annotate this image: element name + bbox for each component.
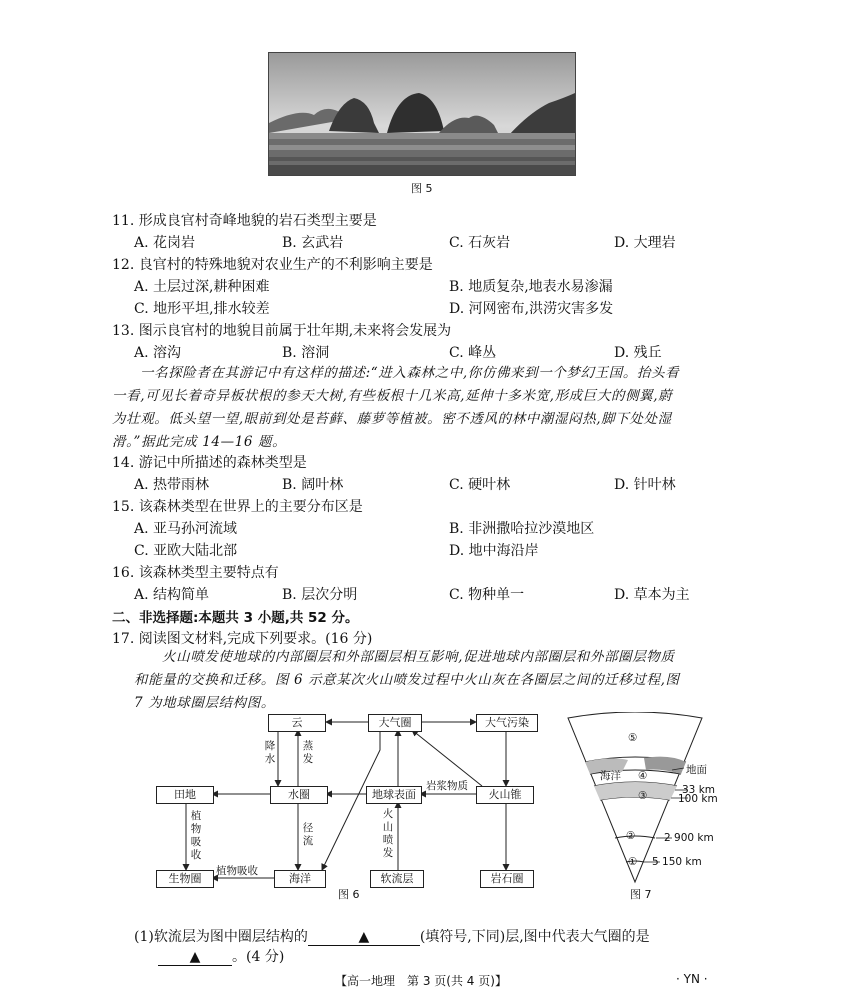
layer-4-label: ④ [638,770,648,782]
question-14-stem: 14. 游记中所描述的森林类型是 [112,455,307,471]
answer-blank-2[interactable]: ▲ [158,949,232,966]
q14-option-b: B. 阔叶林 [282,477,344,493]
box-earth-surface: 地球表面 [366,786,422,804]
passage-line: 和能量的交换和迁移。图 6 示意某次火山喷发过程中火山灰在各圈层之间的迁移过程,图 [134,672,680,688]
label-magma: 岩浆物质 [426,780,468,792]
question-16-stem: 16. 该森林类型主要特点有 [112,565,279,581]
label-runoff: 径流 [302,822,314,847]
q15-option-b: B. 非洲撒哈拉沙漠地区 [449,521,595,537]
label-evaporation: 蒸发 [302,740,314,765]
q11-option-a: A. 花岗岩 [134,235,196,251]
q12-option-b: B. 地质复杂,地表水易渗漏 [449,279,613,295]
q17-sub1-line2 [158,946,284,966]
figure5-photo [268,52,576,176]
q13-option-b: B. 溶洞 [282,345,330,361]
passage-line: 7 为地球圈层结构图。 [134,695,275,711]
q17-sub1-text-a: (1)软流层为图中圈层结构的 [134,929,308,945]
box-volcanic-cone: 火山锥 [476,786,534,804]
depth-5150: 5 150 km [652,856,702,868]
answer-blank-1[interactable]: ▲ [308,929,420,946]
label-eruption: 火山喷发 [382,808,394,859]
figure7-diagram [560,712,720,892]
passage-line: 一名探险者在其游记中有这样的描述:“进入森林之中,你仿佛来到一个梦幻王国。抬头看 [140,365,680,381]
q12-option-d: D. 河网密布,洪涝灾害多发 [449,301,614,317]
page-footer [0,972,842,989]
section-2-title: 二、非选择题:本题共 3 小题,共 52 分。 [112,610,359,626]
figure5-caption: 图 5 [411,182,433,195]
q15-option-a: A. 亚马孙河流域 [134,521,238,537]
box-ocean: 海洋 [274,870,326,888]
box-atmosphere: 大气圈 [368,714,422,732]
layer-2-label: ② [626,830,636,842]
figure6-caption: 图 6 [338,888,360,901]
passage-volcano [134,646,720,715]
question-12-stem: 12. 良官村的特殊地貌对农业生产的不利影响主要是 [112,257,433,273]
q12-option-c: C. 地形平坦,排水较差 [134,301,270,317]
figure6-diagram [150,710,550,900]
box-farmland: 田地 [156,786,214,804]
passage-line: 一看,可见长着奇异板状根的参天大树,有些板根十几米高,延伸十多米宽,形成巨大的侧翼,蔚 [112,388,673,404]
q16-option-c: C. 物种单一 [449,587,525,603]
box-air-pollution: 大气污染 [476,714,538,732]
karst-landscape-image [269,53,575,175]
q16-option-d: D. 草本为主 [614,587,690,603]
q17-sub1-text-b: (填符号,下同)层,图中代表大气圈的是 [419,929,650,945]
depth-2900: 2 900 km [664,832,714,844]
passage-line: 为壮观。低头望一望,眼前到处是苔藓、藤萝等植被。密不透风的林中潮湿闷热,脚下处处湿 [112,411,672,427]
q12-option-a: A. 土层过深,耕种困难 [134,279,270,295]
passage-line: 火山喷发使地球的内部圈层和外部圈层相互影响,促进地球内部圈层和外部圈层物质 [162,649,675,665]
question-15-stem: 15. 该森林类型在世界上的主要分布区是 [112,499,363,515]
q17-sub1-line1 [134,926,650,946]
figure7-caption: 图 7 [630,888,652,901]
q11-option-c: C. 石灰岩 [449,235,511,251]
q16-option-a: A. 结构简单 [134,587,210,603]
label-plant-absorb-vertical: 植物吸收 [190,810,202,861]
ocean-label: 海洋 [600,770,621,782]
question-11-stem: 11. 形成良官村奇峰地貌的岩石类型主要是 [112,213,377,229]
label-precipitation: 降水 [264,740,276,765]
q15-option-c: C. 亚欧大陆北部 [134,543,238,559]
q13-option-c: C. 峰丛 [449,345,497,361]
footer-code: · YN · [676,972,708,986]
question-17-stem: 17. 阅读图文材料,完成下列要求。(16 分) [112,631,373,647]
q16-option-b: B. 层次分明 [282,587,358,603]
question-13-stem: 13. 图示良官村的地貌目前属于壮年期,未来将会发展为 [112,323,452,339]
box-lithosphere: 岩石圈 [480,870,534,888]
label-plant-absorb-horizontal: 植物吸收 [216,865,258,877]
box-biosphere: 生物圈 [156,870,214,888]
q13-option-d: D. 残丘 [614,345,662,361]
depth-100: 100 km [678,793,718,805]
q13-option-a: A. 溶沟 [134,345,182,361]
q11-option-d: D. 大理岩 [614,235,676,251]
q15-option-d: D. 地中海沿岸 [449,543,539,559]
q14-option-a: A. 热带雨林 [134,477,210,493]
q14-option-c: C. 硬叶林 [449,477,511,493]
box-hydrosphere: 水圈 [270,786,328,804]
depth-33: 33 km [682,784,716,796]
layer-5-label: ⑤ [628,732,638,744]
passage-forest [112,362,718,454]
layer-3-label: ③ [638,790,648,802]
box-asthenosphere: 软流层 [370,870,424,888]
q11-option-b: B. 玄武岩 [282,235,344,251]
layer-1-label: ① [628,856,638,868]
footer-page-info: 【高一地理 第 3 页(共 4 页)】 [335,974,507,988]
q17-sub1-text-c: 。(4 分) [232,949,285,965]
box-cloud: 云 [268,714,326,732]
q14-option-d: D. 针叶林 [614,477,676,493]
surface-label: 地面 [686,764,707,776]
passage-line: 滑。”据此完成 14—16 题。 [112,434,287,450]
